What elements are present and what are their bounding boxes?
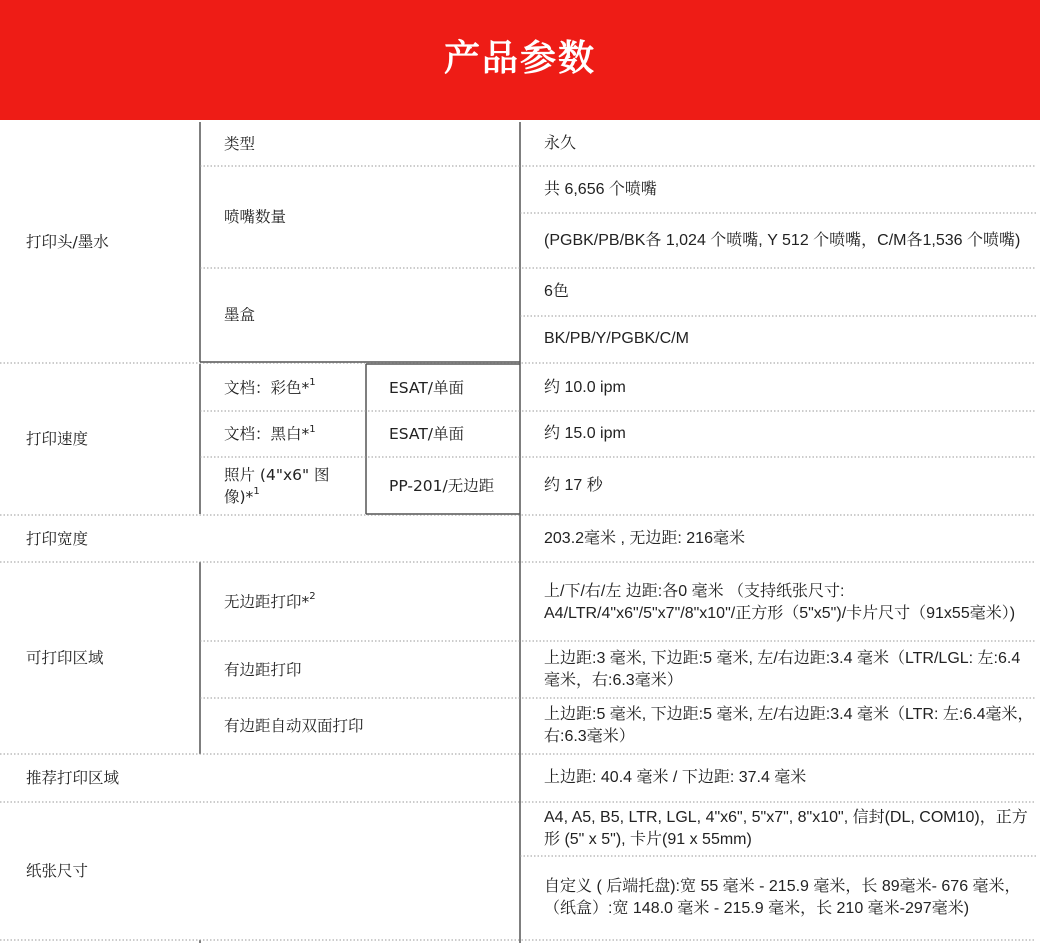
value-type: 永久	[544, 135, 577, 152]
value-recommended-area: 上边距: 40.4 毫米 / 下边距: 37.4 毫米	[544, 769, 807, 786]
page-title: 产品参数	[443, 37, 596, 79]
value-borderless: 上/下/右/左 边距:各0 毫米 （支持纸张尺寸: A4/LTR/4"x6"/5"x7"/8"x10"/正方形（5"x5")/卡片尺寸（91x55毫米）)	[544, 582, 1016, 622]
row-label-paper-size: 纸张尺寸	[26, 862, 89, 880]
value-cartridge-count: 6色	[544, 283, 569, 300]
label-cartridge: 墨盒	[224, 306, 256, 324]
row-label-speed: 打印速度	[26, 430, 89, 448]
label-type: 类型	[224, 135, 256, 153]
value-cartridge-colors: BK/PB/Y/PGBK/C/M	[544, 330, 689, 347]
label-speed-bw-doc: 文档：黑白*$^1$	[224, 423, 316, 443]
value-nozzles-total: 共 6,656 个喷嘴	[544, 180, 657, 198]
row-label-recommended-area: 推荐打印区域	[26, 769, 120, 787]
value-speed-bw-doc: 约 15.0 ipm	[544, 425, 626, 442]
mode-speed-color-doc: ESAT/单面	[389, 378, 465, 397]
value-bordered: 上边距:3 毫米, 下边距:5 毫米, 左/右边距:3.4 毫米（LTR/LGL: 左:6.4毫米，右:6.3毫米）	[544, 649, 1021, 689]
mode-speed-photo: PP-201/无边距	[389, 476, 495, 495]
value-speed-photo: 约 17 秒	[544, 476, 603, 494]
value-print-width: 203.2毫米 , 无边距: 216毫米	[544, 529, 745, 547]
header-banner	[0, 0, 1040, 120]
label-bordered: 有边距打印	[224, 660, 302, 679]
value-paper-custom: 自定义 ( 后端托盘):宽 55 毫米 - 215.9 毫米，长 89毫米- 676 毫米，（纸盒）:宽 148.0 毫米 - 215.9 毫米，长 210 毫米-297毫米)	[544, 878, 1021, 917]
label-nozzles: 喷嘴数量	[224, 208, 287, 226]
label-duplex: 有边距自动双面打印	[224, 717, 364, 735]
row-label-print-width: 打印宽度	[26, 529, 89, 548]
label-speed-photo: 照片 (4"x6" 图像)*$^1$	[224, 465, 330, 506]
label-speed-color-doc: 文档：彩色*$^1$	[224, 377, 316, 397]
mode-speed-bw-doc: ESAT/单面	[389, 425, 465, 443]
value-duplex: 上边距:5 毫米, 下边距:5 毫米, 左/右边距:3.4 毫米（LTR: 左:6.4毫米，右:6.3毫米）	[544, 706, 1034, 745]
row-label-printhead: 打印头/墨水	[26, 233, 109, 251]
row-label-printable-area: 可打印区域	[26, 649, 104, 667]
label-borderless: 无边距打印*$^2$	[224, 591, 316, 611]
value-paper-standard: A4, A5, B5, LTR, LGL, 4"x6", 5"x7", 8"x10", 信封(DL, COM10)，正方形 (5" x 5"), 卡片(91 x 55mm)	[544, 809, 1028, 848]
value-nozzles-detail: (PGBK/PB/BK各 1,024 个喷嘴, Y 512 个喷嘴，C/M各1,536 个喷嘴)	[544, 231, 1021, 249]
value-speed-color-doc: 约 10.0 ipm	[544, 378, 626, 396]
